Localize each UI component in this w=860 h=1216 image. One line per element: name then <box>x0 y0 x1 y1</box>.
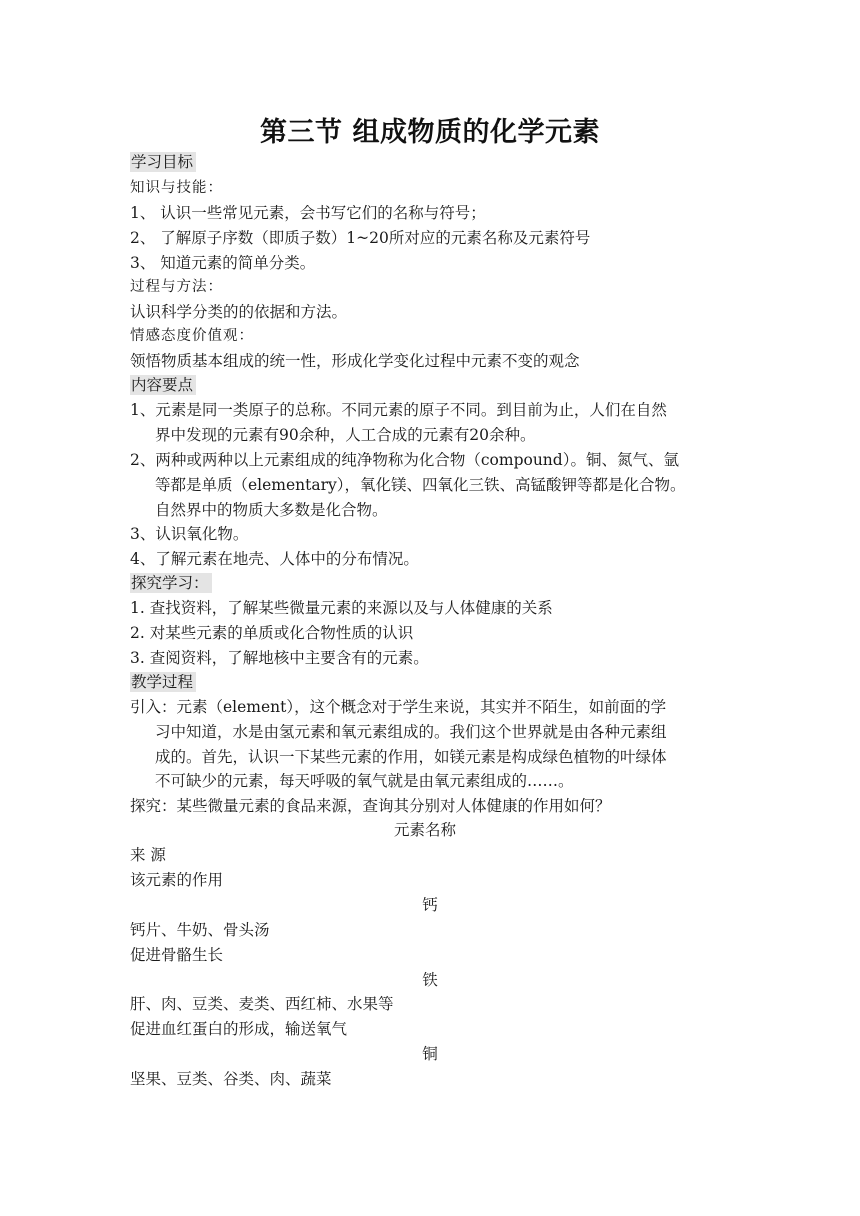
table-cell-element: 铜 <box>422 1045 438 1063</box>
key-point-line: 3、认识氧化物。 <box>130 525 249 543</box>
table-header-effect: 该元素的作用 <box>130 871 224 889</box>
key-point-line: 1、元素是同一类原子的总称。不同元素的原子不同。到目前为止，人们在自然 <box>130 401 667 419</box>
emotion-text: 领悟物质基本组成的统一性，形成化学变化过程中元素不变的观念 <box>130 352 580 370</box>
process-method-label: 过程与方法： <box>130 279 223 295</box>
emotion-label: 情感态度价值观： <box>130 328 254 344</box>
table-cell-source: 坚果、豆类、谷类、肉、蔬菜 <box>130 1070 332 1088</box>
table-header-source: 来 源 <box>130 846 166 864</box>
intro-line: 习中知道，水是由氢元素和氧元素组成的。我们这个世界就是由各种元素组 <box>155 723 667 741</box>
inquiry-heading-label: 探究学习： <box>130 573 212 593</box>
intro-line: 不可缺少的元素，每天呼吸的氧气就是由氧元素组成的……。 <box>155 772 574 790</box>
page-title: 第三节 组成物质的化学元素 <box>260 117 600 148</box>
inquiry-item-3: 3. 查阅资料，了解地核中主要含有的元素。 <box>130 649 429 667</box>
inquiry-item-1: 1. 查找资料，了解某些微量元素的来源以及与人体健康的关系 <box>130 599 553 617</box>
table-cell-element: 铁 <box>422 971 438 989</box>
explore-line: 探究：某些微量元素的食品来源，查询其分别对人体健康的作用如何？ <box>130 797 611 815</box>
key-points-heading <box>130 375 196 395</box>
table-cell-element: 钙 <box>422 896 438 914</box>
process-method-text: 认识科学分类的的依据和方法。 <box>130 303 348 321</box>
key-point-line: 界中发现的元素有90余种，人工合成的元素有20余种。 <box>155 426 536 444</box>
table-cell-source: 肝、肉、豆类、麦类、西红柿、水果等 <box>130 995 394 1013</box>
key-point-line: 4、了解元素在地壳、人体中的分布情况。 <box>130 550 419 568</box>
key-points-heading-label: 内容要点 <box>130 375 196 395</box>
table-header-element-name: 元素名称 <box>393 821 456 839</box>
goals-heading <box>130 152 196 172</box>
intro-line: 引入：元素（element），这个概念对于学生来说，其实并不陌生，如前面的学 <box>130 698 667 716</box>
intro-line: 成的。首先，认识一下某些元素的作用，如镁元素是构成绿色植物的叶绿体 <box>155 748 667 766</box>
key-point-line: 等都是单质（elementary），氧化镁、四氧化三铁、高锰酸钾等都是化合物。 <box>155 476 686 494</box>
inquiry-heading <box>130 573 212 593</box>
knowledge-item-2: 2、 了解原子序数（即质子数）1~20所对应的元素名称及元素符号 <box>130 229 591 247</box>
teaching-process-heading <box>130 672 196 692</box>
key-point-line: 2、两种或两种以上元素组成的纯净物称为化合物（compound）。铜、氮气、氩 <box>130 451 679 469</box>
key-point-line: 自然界中的物质大多数是化合物。 <box>155 501 388 519</box>
table-cell-effect: 促进骨骼生长 <box>130 946 224 964</box>
knowledge-item-1: 1、 认识一些常见元素，会书写它们的名称与符号； <box>130 204 486 222</box>
goals-heading-label: 学习目标 <box>130 152 196 172</box>
knowledge-item-3: 3、 知道元素的简单分类。 <box>130 254 316 272</box>
table-cell-source: 钙片、牛奶、骨头汤 <box>130 921 270 939</box>
knowledge-label: 知识与技能： <box>130 180 223 196</box>
table-cell-effect: 促进血红蛋白的形成，输送氧气 <box>130 1020 348 1038</box>
inquiry-item-2: 2. 对某些元素的单质或化合物性质的认识 <box>130 624 414 642</box>
teaching-process-heading-label: 教学过程 <box>130 672 196 692</box>
